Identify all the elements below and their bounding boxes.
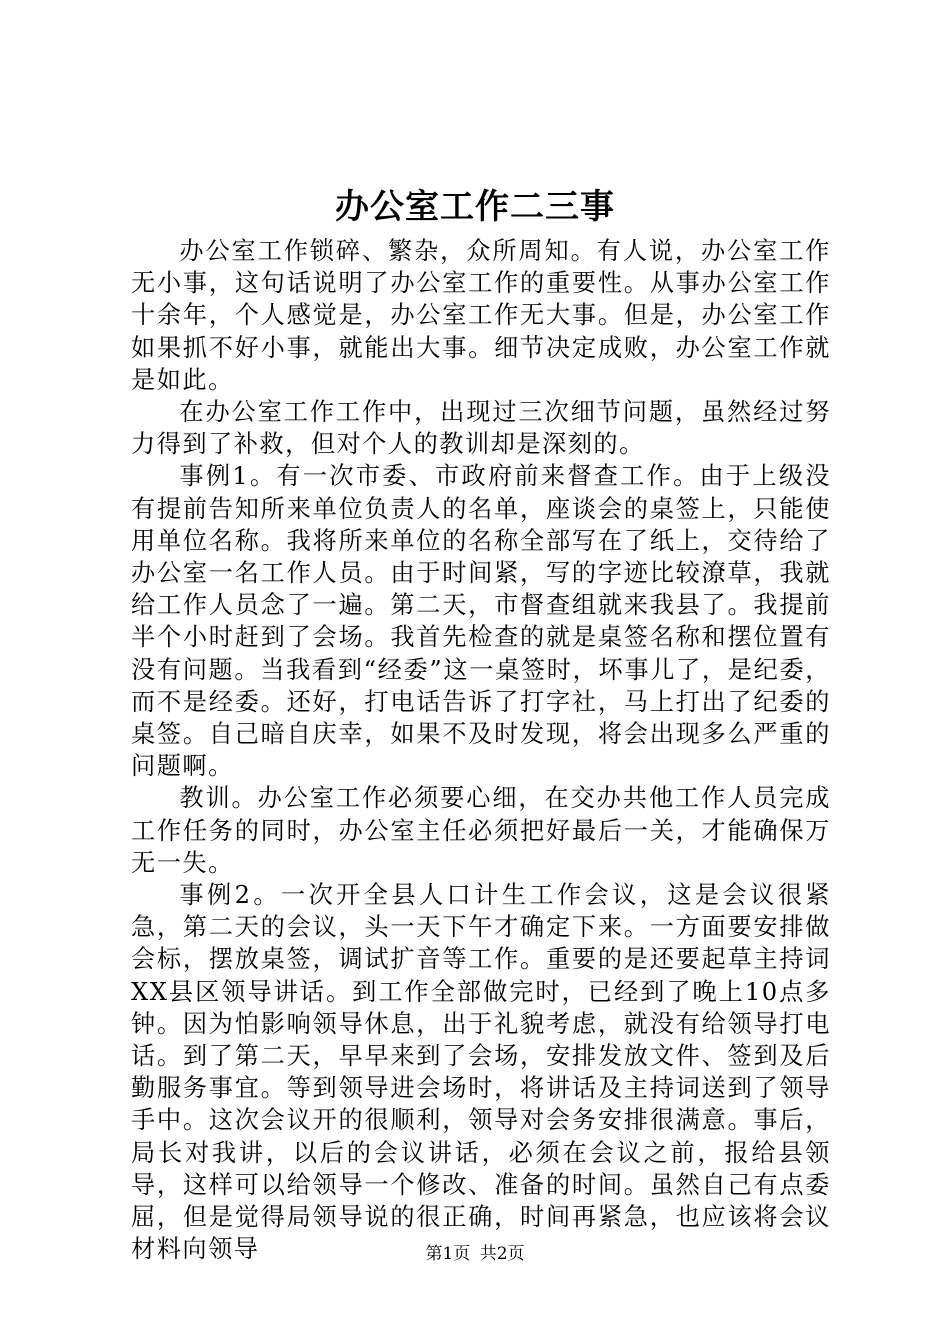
page-number: 第1页 bbox=[425, 1244, 471, 1264]
page-total: 共2页 bbox=[479, 1244, 525, 1264]
page-footer bbox=[0, 1242, 950, 1266]
paragraph: 办公室工作锁碎、繁杂，众所周知。有人说，办公室工作无小事，这句话说明了办公室工作的重要性。从事办公室工作十余年，个人感觉是，办公室工作无大事。但是，办公室工作如果抓不好小事，就能出大事。细节决定成败，办公室工作就是如此。 bbox=[131, 237, 831, 394]
paragraph: 教训。办公室工作必须要心细，在交办共他工作人员完成工作任务的同时，办公室主任必须把好最后一关，才能确保万无一失。 bbox=[131, 784, 831, 877]
document-title: 办公室工作二三事 bbox=[335, 187, 615, 227]
paragraph: 事例1。有一次市委、市政府前来督查工作。由于上级没有提前告知所来单位负责人的名单，座谈会的桌签上，只能使用单位名称。我将所来单位的名称全部写在了纸上，交待给了办公室一名工作人员。由于时间紧，写的字迹比较潦草，我就给工作人员念了一遍。第二天，市督查组就来我县了。我提前半个小时赶到了会场。我首先检查的就是桌签名称和摆位置有没有问题。当我看到“经委”这一桌签时，坏事儿了，是纪委，而不是经委。还好，打电话告诉了打字社，马上打出了纪委的桌签。自己暗自庆幸，如果不及时发现，将会出现多么严重的问题啊。 bbox=[131, 462, 831, 781]
paragraph: 在办公室工作工作中，出现过三次细节问题，虽然经过努力得到了补救，但对个人的教训却是深刻的。 bbox=[131, 398, 831, 459]
paragraph: 事例2。一次开全县人口计生工作会议，这是会议很紧急，第二天的会议，头一天下午才确定下来。一方面要安排做会标，摆放桌签，调试扩音等工作。重要的是还要起草主持词XX县区领导讲话。到工作全部做完时，已经到了晚上10点多钟。因为怕影响领导休息，出于礼貌考虑，就没有给领导打电话。到了第二天，早早来到了会场，安排发放文件、签到及后勤服务事宜。等到领导进会场时，将讲话及主持词送到了领导手中。这次会议开的很顺利，领导对会务安排很满意。事后，局长对我讲，以后的会议讲话，必须在会议之前，报给县领导，这样可以给领导一个修改、准备的时间。虽然自己有点委屈，但是觉得局领导说的很正确，时间再紧急，也应该将会议材料向领导 bbox=[131, 881, 831, 1264]
document-body bbox=[131, 235, 831, 1266]
